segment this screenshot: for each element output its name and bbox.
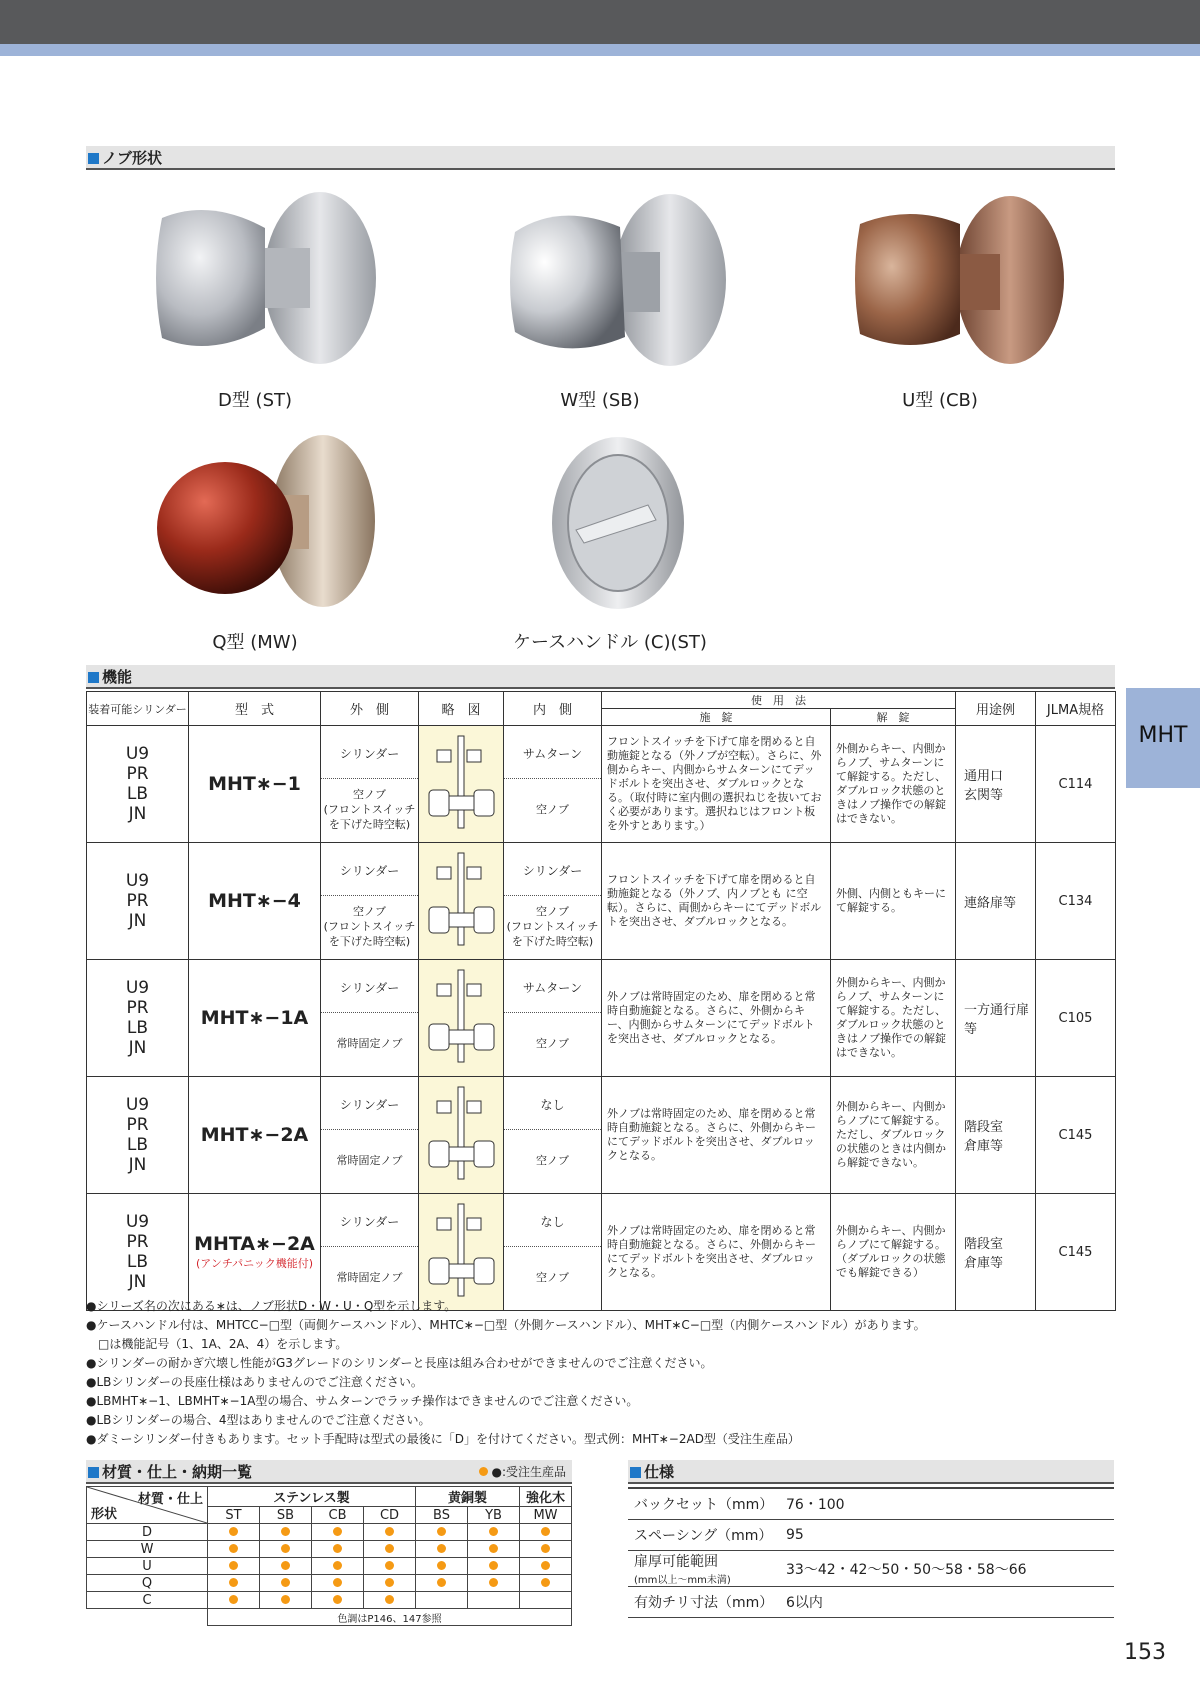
unlock-description: 外側、内側ともキーにて解錠する。 bbox=[831, 843, 956, 960]
model-name: MHT∗−4 bbox=[208, 890, 301, 912]
spec-row bbox=[628, 1587, 1114, 1618]
order-dot-icon bbox=[489, 1544, 498, 1553]
header-diagram: 略 図 bbox=[419, 692, 504, 726]
order-dot-icon bbox=[281, 1578, 290, 1587]
model-name: MHT∗−1 bbox=[208, 773, 301, 795]
inside-bottom: 空ノブ bbox=[536, 1271, 569, 1284]
order-dot-icon bbox=[489, 1578, 498, 1587]
spec-value: 6以内 bbox=[780, 1587, 1114, 1618]
material-cell bbox=[520, 1524, 572, 1541]
lock-diagram-icon bbox=[419, 843, 504, 955]
outside-cell bbox=[321, 960, 419, 1077]
material-cell bbox=[520, 1592, 572, 1609]
outside-bottom: 常時固定ノブ bbox=[336, 1271, 403, 1284]
header-usage: 使 用 法 bbox=[602, 692, 956, 709]
group-wood: 強化木 bbox=[520, 1487, 572, 1507]
outside-top: シリンダー bbox=[321, 1196, 418, 1247]
finish-col-header: ST bbox=[208, 1507, 260, 1524]
side-tab-mht[interactable]: MHT bbox=[1126, 688, 1200, 788]
jlma-code: C145 bbox=[1036, 1194, 1116, 1311]
material-legend bbox=[479, 1460, 566, 1484]
material-cell bbox=[416, 1541, 468, 1558]
section-function bbox=[86, 665, 1115, 689]
note-line: ●ダミーシリンダー付きもあります。セット手配時は型式の最後に「D」を付けてください。型式例：MHT∗−2AD型（受注生産品） bbox=[86, 1432, 800, 1446]
material-cell bbox=[260, 1524, 312, 1541]
material-cell bbox=[416, 1524, 468, 1541]
inside-cell bbox=[504, 843, 602, 960]
material-row bbox=[87, 1541, 572, 1558]
material-cell bbox=[468, 1575, 520, 1592]
header-unlock: 解 錠 bbox=[831, 709, 956, 726]
model-cell bbox=[189, 1194, 321, 1311]
section-title: 機能 bbox=[102, 668, 133, 686]
spec-sub-label: (mm以上〜mm未満) bbox=[634, 1575, 731, 1586]
material-cell bbox=[520, 1541, 572, 1558]
shape-label: C bbox=[87, 1592, 208, 1609]
header-cylinder: 装着可能シリンダー bbox=[87, 692, 189, 726]
lock-diagram-icon bbox=[419, 1077, 504, 1189]
material-cell bbox=[312, 1558, 364, 1575]
material-row bbox=[87, 1575, 572, 1592]
header-lock: 施 錠 bbox=[602, 709, 831, 726]
material-cell bbox=[312, 1575, 364, 1592]
lock-description: 外ノブは常時固定のため、扉を閉めると常時自動施錠となる。さらに、外側からキー、内側からサムターンにてデッドボルトを突出させ、ダブルロックとなる。 bbox=[602, 960, 831, 1077]
finish-col-header: YB bbox=[468, 1507, 520, 1524]
material-cell bbox=[208, 1524, 260, 1541]
finish-col-header: BS bbox=[416, 1507, 468, 1524]
header-accent-bar bbox=[0, 44, 1200, 56]
spec-label-cell bbox=[628, 1551, 780, 1587]
note-line: ●LBシリンダーの長座仕様はありませんのでご注意ください。 bbox=[86, 1375, 423, 1389]
material-cell bbox=[364, 1575, 416, 1592]
model-cell bbox=[189, 960, 321, 1077]
order-dot-icon bbox=[333, 1595, 342, 1604]
order-dot-icon bbox=[333, 1561, 342, 1570]
lock-diagram-icon bbox=[419, 1194, 504, 1306]
lock-description: フロントスイッチを下げて扉を閉めると自動施錠となる（外ノブが空転）。さらに、外側からキー、内側からサムターンにてデッドボルトを突出させ、ダブルロックとなる。（取付時に室内側の選択ねじを抜いておく必要があります。選択ねじはフロント板を外すとあります。） bbox=[602, 726, 831, 843]
order-dot-icon bbox=[437, 1578, 446, 1587]
shape-label: W bbox=[87, 1541, 208, 1558]
order-dot-icon bbox=[489, 1561, 498, 1570]
page-number: 153 bbox=[1124, 1640, 1166, 1665]
function-row bbox=[87, 1194, 1116, 1311]
group-brass: 黄銅製 bbox=[416, 1487, 520, 1507]
lock-description: フロントスイッチを下げて扉を閉めると自動施錠となる（外ノブ、内ノブとも に空転）。さらに、両側からキーにてデッドボルトを突出させ、ダブルロックとなる。 bbox=[602, 843, 831, 960]
order-dot-icon bbox=[229, 1578, 238, 1587]
use-example: 階段室 倉庫等 bbox=[956, 1077, 1036, 1194]
material-cell bbox=[364, 1524, 416, 1541]
section-knob-shape bbox=[86, 146, 1115, 170]
unlock-description: 外側からキー、内側からノブにて解錠する。ただし、ダブルロックの状態のときは内側から解錠できない。 bbox=[831, 1077, 956, 1194]
order-dot-icon bbox=[541, 1544, 550, 1553]
diagram-cell bbox=[419, 960, 504, 1077]
knob-case-handle-image bbox=[548, 435, 688, 611]
order-dot-icon bbox=[437, 1544, 446, 1553]
material-cell bbox=[260, 1592, 312, 1609]
knob-q-image bbox=[155, 433, 380, 611]
material-cell bbox=[208, 1541, 260, 1558]
knob-caption-q: Q型 (MW) bbox=[212, 632, 298, 653]
outside-bottom: 空ノブ (フロントスイッチ を下げた時空転) bbox=[323, 788, 416, 831]
diagram-cell bbox=[419, 726, 504, 843]
finish-col-header: CD bbox=[364, 1507, 416, 1524]
material-cell bbox=[364, 1558, 416, 1575]
spec-table bbox=[628, 1487, 1114, 1618]
section-marker-icon bbox=[88, 1467, 99, 1478]
outside-cell bbox=[321, 1194, 419, 1311]
finish-col-header: CB bbox=[312, 1507, 364, 1524]
outside-top: シリンダー bbox=[321, 845, 418, 896]
material-cell bbox=[416, 1558, 468, 1575]
material-cell bbox=[468, 1524, 520, 1541]
order-dot-icon bbox=[541, 1527, 550, 1536]
function-row bbox=[87, 843, 1116, 960]
material-footer: 色調はP146、147参照 bbox=[208, 1609, 572, 1626]
order-dot-icon bbox=[437, 1561, 446, 1570]
section-title: 仕様 bbox=[644, 1463, 675, 1481]
section-title: 材質・仕上・納期一覧 bbox=[102, 1463, 253, 1481]
material-cell bbox=[520, 1575, 572, 1592]
model-note: (アンチパニック機能付) bbox=[195, 1257, 314, 1270]
header-model: 型 式 bbox=[189, 692, 321, 726]
order-dot-icon bbox=[489, 1527, 498, 1536]
lock-description: 外ノブは常時固定のため、扉を閉めると常時自動施錠となる。さらに、外側からキーにてデッドボルトを突出させ、ダブルロックとなる。 bbox=[602, 1194, 831, 1311]
material-row bbox=[87, 1558, 572, 1575]
model-cell bbox=[189, 1077, 321, 1194]
order-dot-icon bbox=[281, 1595, 290, 1604]
order-dot-icon bbox=[333, 1527, 342, 1536]
spec-label: 扉厚可能範囲 bbox=[634, 1554, 718, 1570]
order-dot-icon bbox=[385, 1544, 394, 1553]
material-cell bbox=[364, 1541, 416, 1558]
diagram-cell bbox=[419, 1077, 504, 1194]
function-row bbox=[87, 726, 1116, 843]
inside-cell bbox=[504, 960, 602, 1077]
order-dot-icon bbox=[229, 1595, 238, 1604]
order-dot-icon bbox=[385, 1561, 394, 1570]
order-dot-icon bbox=[333, 1578, 342, 1587]
knob-caption-w: W型 (SB) bbox=[560, 390, 640, 411]
unlock-description: 外側からキー、内側からノブにて解錠する。（ダブルロックの状態でも解錠できる） bbox=[831, 1194, 956, 1311]
cylinder-cell: U9 PR LB JN bbox=[87, 726, 189, 843]
material-cell bbox=[312, 1541, 364, 1558]
header-use-example: 用途例 bbox=[956, 692, 1036, 726]
function-row bbox=[87, 1077, 1116, 1194]
knob-w-image bbox=[510, 192, 730, 370]
material-cell bbox=[416, 1592, 468, 1609]
model-name: MHTA∗−2A bbox=[194, 1233, 315, 1255]
material-cell bbox=[520, 1558, 572, 1575]
outside-bottom: 常時固定ノブ bbox=[336, 1037, 403, 1050]
function-table bbox=[86, 691, 1116, 1311]
order-dot-icon bbox=[541, 1578, 550, 1587]
finish-col-header: SB bbox=[260, 1507, 312, 1524]
inside-top: なし bbox=[504, 1196, 601, 1247]
corner-top-label: 材質・仕上 bbox=[137, 1492, 203, 1507]
material-cell bbox=[208, 1575, 260, 1592]
jlma-code: C134 bbox=[1036, 843, 1116, 960]
spec-label: スペーシング（mm） bbox=[634, 1528, 773, 1544]
material-row bbox=[87, 1524, 572, 1541]
material-cell bbox=[468, 1592, 520, 1609]
spec-label-cell bbox=[628, 1520, 780, 1551]
material-row bbox=[87, 1592, 572, 1609]
function-row bbox=[87, 960, 1116, 1077]
spec-row bbox=[628, 1551, 1114, 1587]
section-marker-icon bbox=[88, 153, 99, 164]
order-dot-icon bbox=[385, 1527, 394, 1536]
use-example: 連絡扉等 bbox=[956, 843, 1036, 960]
section-marker-icon bbox=[630, 1467, 641, 1478]
spec-value: 33〜42・42〜50・50〜58・58〜66 bbox=[780, 1551, 1114, 1587]
knob-d-image bbox=[150, 188, 380, 368]
inside-top: サムターン bbox=[504, 728, 601, 779]
section-title: ノブ形状 bbox=[102, 149, 163, 167]
use-example: 通用口 玄関等 bbox=[956, 726, 1036, 843]
material-cell bbox=[312, 1592, 364, 1609]
material-cell bbox=[260, 1558, 312, 1575]
knob-caption-d: D型 (ST) bbox=[217, 390, 293, 411]
order-dot-icon bbox=[281, 1527, 290, 1536]
notes bbox=[86, 1297, 1126, 1449]
knob-caption-u: U型 (CB) bbox=[902, 390, 978, 411]
header-jlma: JLMA規格 bbox=[1036, 692, 1116, 726]
material-cell bbox=[260, 1541, 312, 1558]
unlock-description: 外側からキー、内側からノブ、サムターンにて解錠する。ただし、ダブルロック状態のときはノブ操作での解錠はできない。 bbox=[831, 726, 956, 843]
lock-diagram-icon bbox=[419, 960, 504, 1072]
section-marker-icon bbox=[88, 672, 99, 683]
spec-label-cell bbox=[628, 1488, 780, 1520]
shape-label: D bbox=[87, 1524, 208, 1541]
use-example: 階段室 倉庫等 bbox=[956, 1194, 1036, 1311]
diagram-cell bbox=[419, 843, 504, 960]
outside-cell bbox=[321, 1077, 419, 1194]
cylinder-cell: U9 PR LB JN bbox=[87, 1077, 189, 1194]
lock-diagram-icon bbox=[419, 726, 504, 838]
spec-label: 有効チリ寸法（mm） bbox=[634, 1595, 774, 1611]
note-line: ●LBMHT∗−1、LBMHT∗−1A型の場合、サムターンでラッチ操作はできませんのでご注意ください。 bbox=[86, 1394, 639, 1408]
shape-label: Q bbox=[87, 1575, 208, 1592]
inside-top: サムターン bbox=[504, 962, 601, 1013]
cylinder-cell: U9 PR JN bbox=[87, 843, 189, 960]
inside-bottom: 空ノブ (フロントスイッチ を下げた時空転) bbox=[506, 905, 599, 948]
order-dot-icon bbox=[385, 1595, 394, 1604]
material-cell bbox=[468, 1541, 520, 1558]
model-name: MHT∗−1A bbox=[200, 1007, 309, 1029]
group-stainless: ステンレス製 bbox=[208, 1487, 416, 1507]
inside-bottom: 空ノブ bbox=[536, 803, 569, 816]
outside-cell bbox=[321, 726, 419, 843]
knob-u-image bbox=[850, 194, 1070, 370]
order-dot-icon bbox=[333, 1544, 342, 1553]
inside-cell bbox=[504, 1194, 602, 1311]
header-bar bbox=[0, 0, 1200, 44]
diagram-cell bbox=[419, 1194, 504, 1311]
inside-cell bbox=[504, 726, 602, 843]
spec-row bbox=[628, 1488, 1114, 1520]
spec-row bbox=[628, 1520, 1114, 1551]
section-material bbox=[86, 1460, 572, 1484]
outside-top: シリンダー bbox=[321, 728, 418, 779]
inside-bottom: 空ノブ bbox=[536, 1037, 569, 1050]
material-cell bbox=[312, 1524, 364, 1541]
order-dot-icon bbox=[437, 1527, 446, 1536]
model-cell bbox=[189, 843, 321, 960]
material-corner bbox=[87, 1487, 208, 1524]
order-dot-icon bbox=[229, 1527, 238, 1536]
note-line: ●シリーズ名の次にある∗は、ノブ形状D・W・U・Q型を示します。 bbox=[86, 1299, 457, 1313]
model-name: MHT∗−2A bbox=[200, 1124, 309, 1146]
material-cell bbox=[208, 1592, 260, 1609]
outside-top: シリンダー bbox=[321, 1079, 418, 1130]
material-cell bbox=[260, 1575, 312, 1592]
material-cell bbox=[468, 1558, 520, 1575]
cylinder-cell: U9 PR LB JN bbox=[87, 960, 189, 1077]
spec-label: バックセット（mm） bbox=[634, 1497, 774, 1513]
order-dot-icon bbox=[479, 1467, 488, 1476]
order-dot-icon bbox=[229, 1561, 238, 1570]
inside-top: なし bbox=[504, 1079, 601, 1130]
knob-caption-case-handle: ケースハンドル (C)(ST) bbox=[513, 632, 707, 653]
unlock-description: 外側からキー、内側からノブ、サムターンにて解錠する。ただし、ダブルロック状態のときはノブ操作での解錠はできない。 bbox=[831, 960, 956, 1077]
order-dot-icon bbox=[281, 1544, 290, 1553]
note-line: ●シリンダーの耐かぎ穴壊し性能がG3グレードのシリンダーと長座は組み合わせができませんのでご注意ください。 bbox=[86, 1356, 713, 1370]
spec-value: 95 bbox=[780, 1520, 1114, 1551]
material-table bbox=[86, 1486, 572, 1626]
outside-cell bbox=[321, 843, 419, 960]
material-cell bbox=[364, 1592, 416, 1609]
inside-cell bbox=[504, 1077, 602, 1194]
outside-bottom: 空ノブ (フロントスイッチ を下げた時空転) bbox=[323, 905, 416, 948]
jlma-code: C145 bbox=[1036, 1077, 1116, 1194]
order-dot-icon bbox=[541, 1561, 550, 1570]
material-cell bbox=[416, 1575, 468, 1592]
order-dot-icon bbox=[281, 1561, 290, 1570]
cylinder-cell: U9 PR LB JN bbox=[87, 1194, 189, 1311]
order-dot-icon bbox=[229, 1544, 238, 1553]
note-line: ●LBシリンダーの場合、4型はありませんのでご注意ください。 bbox=[86, 1413, 431, 1427]
section-spec bbox=[628, 1460, 1114, 1484]
outside-top: シリンダー bbox=[321, 962, 418, 1013]
finish-col-header: MW bbox=[520, 1507, 572, 1524]
outside-bottom: 常時固定ノブ bbox=[336, 1154, 403, 1167]
header-inside: 内 側 bbox=[504, 692, 602, 726]
use-example: 一方通行扉等 bbox=[956, 960, 1036, 1077]
material-legend-text: ●:受注生産品 bbox=[491, 1465, 566, 1479]
spec-label-cell bbox=[628, 1587, 780, 1618]
spec-value: 76・100 bbox=[780, 1488, 1114, 1520]
note-line: ●ケースハンドル付は、MHTCC−□型（両側ケースハンドル）、MHTC∗−□型（外側ケースハンドル）、MHT∗C−□型（内側ケースハンドル）があります。 bbox=[86, 1318, 926, 1332]
inside-top: シリンダー bbox=[504, 845, 601, 896]
jlma-code: C114 bbox=[1036, 726, 1116, 843]
model-cell bbox=[189, 726, 321, 843]
corner-bottom-label: 形状 bbox=[91, 1507, 118, 1522]
lock-description: 外ノブは常時固定のため、扉を閉めると常時自動施錠となる。さらに、外側からキーにてデッドボルトを突出させ、ダブルロックとなる。 bbox=[602, 1077, 831, 1194]
header-outside: 外 側 bbox=[321, 692, 419, 726]
jlma-code: C105 bbox=[1036, 960, 1116, 1077]
note-line: □は機能記号（1、1A、2A、4）を示します。 bbox=[86, 1337, 348, 1351]
inside-bottom: 空ノブ bbox=[536, 1154, 569, 1167]
material-cell bbox=[208, 1558, 260, 1575]
order-dot-icon bbox=[385, 1578, 394, 1587]
shape-label: U bbox=[87, 1558, 208, 1575]
